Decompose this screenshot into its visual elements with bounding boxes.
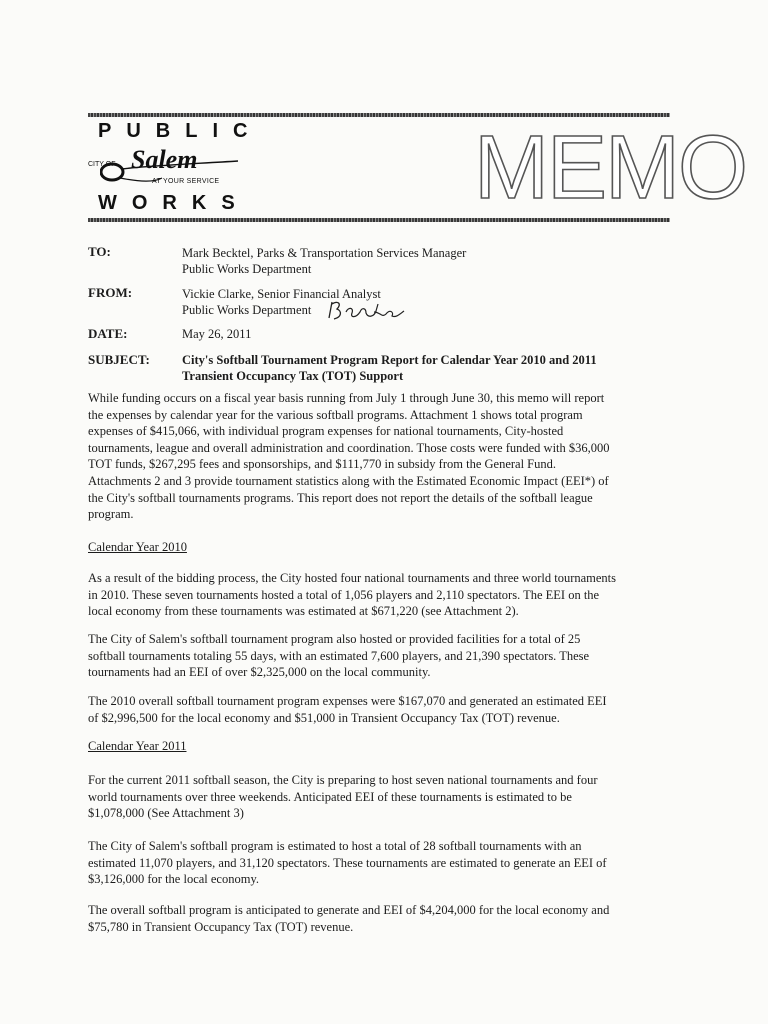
paragraph-line: the expenses by calendar year for the various softball programs. Attachment 1 shows total program [88, 407, 583, 422]
subject-label: SUBJECT: [88, 352, 150, 367]
to-label: TO: [88, 244, 111, 259]
intro-paragraph [88, 390, 688, 523]
paragraph-2010-hosted [88, 570, 688, 620]
paragraph-2010-program [88, 631, 688, 681]
paragraph-line: $75,780 in Transient Occupancy Tax (TOT) revenue. [88, 919, 354, 934]
subject-value [182, 352, 597, 384]
paragraph-line: Attachments 2 and 3 provide tournament statistics along with the Estimated Economic Impact (EEI*) of [88, 473, 609, 488]
paragraph-line: estimated 11,070 players, and 31,120 spectators. These tournaments are estimated to generate an EEI of [88, 855, 607, 870]
paragraph-line: As a result of the bidding process, the City hosted four national tournaments and three world tournaments [88, 571, 617, 585]
paragraph-line: in 2010. These seven tournaments hosted a total of 1,056 players and 2,110 spectators. The EEI on the [88, 587, 600, 602]
paragraph-line: The City of Salem's softball program is estimated to host a total of 28 softball tournaments with an [88, 839, 582, 853]
paragraph-line: While funding occurs on a fiscal year basis running from July 1 through June 30, this memo will report [88, 391, 605, 405]
paragraph-line: the City's softball tournaments programs. This report does not report the details of the softball league [88, 490, 593, 505]
paragraph-line: local economy from these tournaments was estimated at $671,220 (see Attachment 2). [88, 604, 519, 619]
paragraph-line: softball tournaments totaling 55 days, with an estimated 7,600 players, and 21,390 spectators. These [88, 648, 590, 663]
logo-public-text: PUBLIC [98, 120, 263, 142]
to-line: Public Works Department [182, 262, 312, 276]
memo-heading: MEMO [474, 118, 746, 218]
paragraph-line: TOT funds, $267,295 fees and sponsorships, and $111,770 in subsidy from the General Fund. [88, 457, 557, 472]
from-line: Vickie Clarke, Senior Financial Analyst [182, 287, 381, 301]
logo-city-of-text: CITY OF [88, 161, 116, 168]
paragraph-2010-overall [88, 693, 688, 726]
logo-tagline-text: AT YOUR SERVICE [152, 178, 220, 185]
date-label: DATE: [88, 326, 128, 341]
letterhead-top-rule [88, 113, 670, 117]
subject-line: Transient Occupancy Tax (TOT) Support [182, 369, 404, 383]
to-line: Mark Becktel, Parks & Transportation Services Manager [182, 246, 467, 260]
paragraph-line: program. [88, 507, 134, 522]
paragraph-line: The City of Salem's softball tournament program also hosted or provided facilities for a total of 25 [88, 632, 581, 646]
date-value: May 26, 2011 [182, 327, 252, 341]
subject-line: City's Softball Tournament Program Report for Calendar Year 2010 and 2011 [182, 353, 597, 367]
logo-salem-text: Salem [131, 145, 198, 174]
signature-initials [326, 298, 406, 324]
section-heading-2011: Calendar Year 2011 [88, 739, 187, 753]
letterhead-bottom-rule [88, 218, 670, 222]
paragraph-line: world tournaments over three weekends. Anticipated EEI of these tournaments is estimated to be [88, 789, 572, 804]
from-line: Public Works Department [182, 303, 312, 317]
paragraph-line: tournaments had an EEI of over $2,325,000 on the local community. [88, 665, 431, 680]
logo-works-text: WORKS [98, 192, 250, 214]
paragraph-line: $1,078,000 (See Attachment 3) [88, 806, 244, 821]
paragraph-line: The overall softball program is anticipated to generate and EEI of $4,204,000 for the local economy and [88, 903, 610, 917]
to-value [182, 245, 466, 277]
section-heading-2010: Calendar Year 2010 [88, 540, 187, 554]
paragraph-line: of $2,996,500 for the local economy and $51,000 in Transient Occupancy Tax (TOT) revenue. [88, 710, 560, 725]
paragraph-2011-program [88, 838, 688, 888]
from-label: FROM: [88, 285, 133, 300]
paragraph-2011-season [88, 772, 688, 822]
paragraph-line: tournaments, league and overall administration and coordination. Those costs were funded with $36,000 [88, 440, 610, 455]
paragraph-line: For the current 2011 softball season, the City is preparing to host seven national tournaments and four [88, 773, 598, 787]
paragraph-line: expenses of $415,066, with individual program expenses for national tournaments, City-hosted [88, 424, 564, 439]
paragraph-2011-overall [88, 902, 688, 935]
paragraph-line: $3,126,000 for the local economy. [88, 872, 260, 887]
paragraph-line: The 2010 overall softball tournament program expenses were $167,070 and generated an estimated EEI [88, 694, 607, 708]
